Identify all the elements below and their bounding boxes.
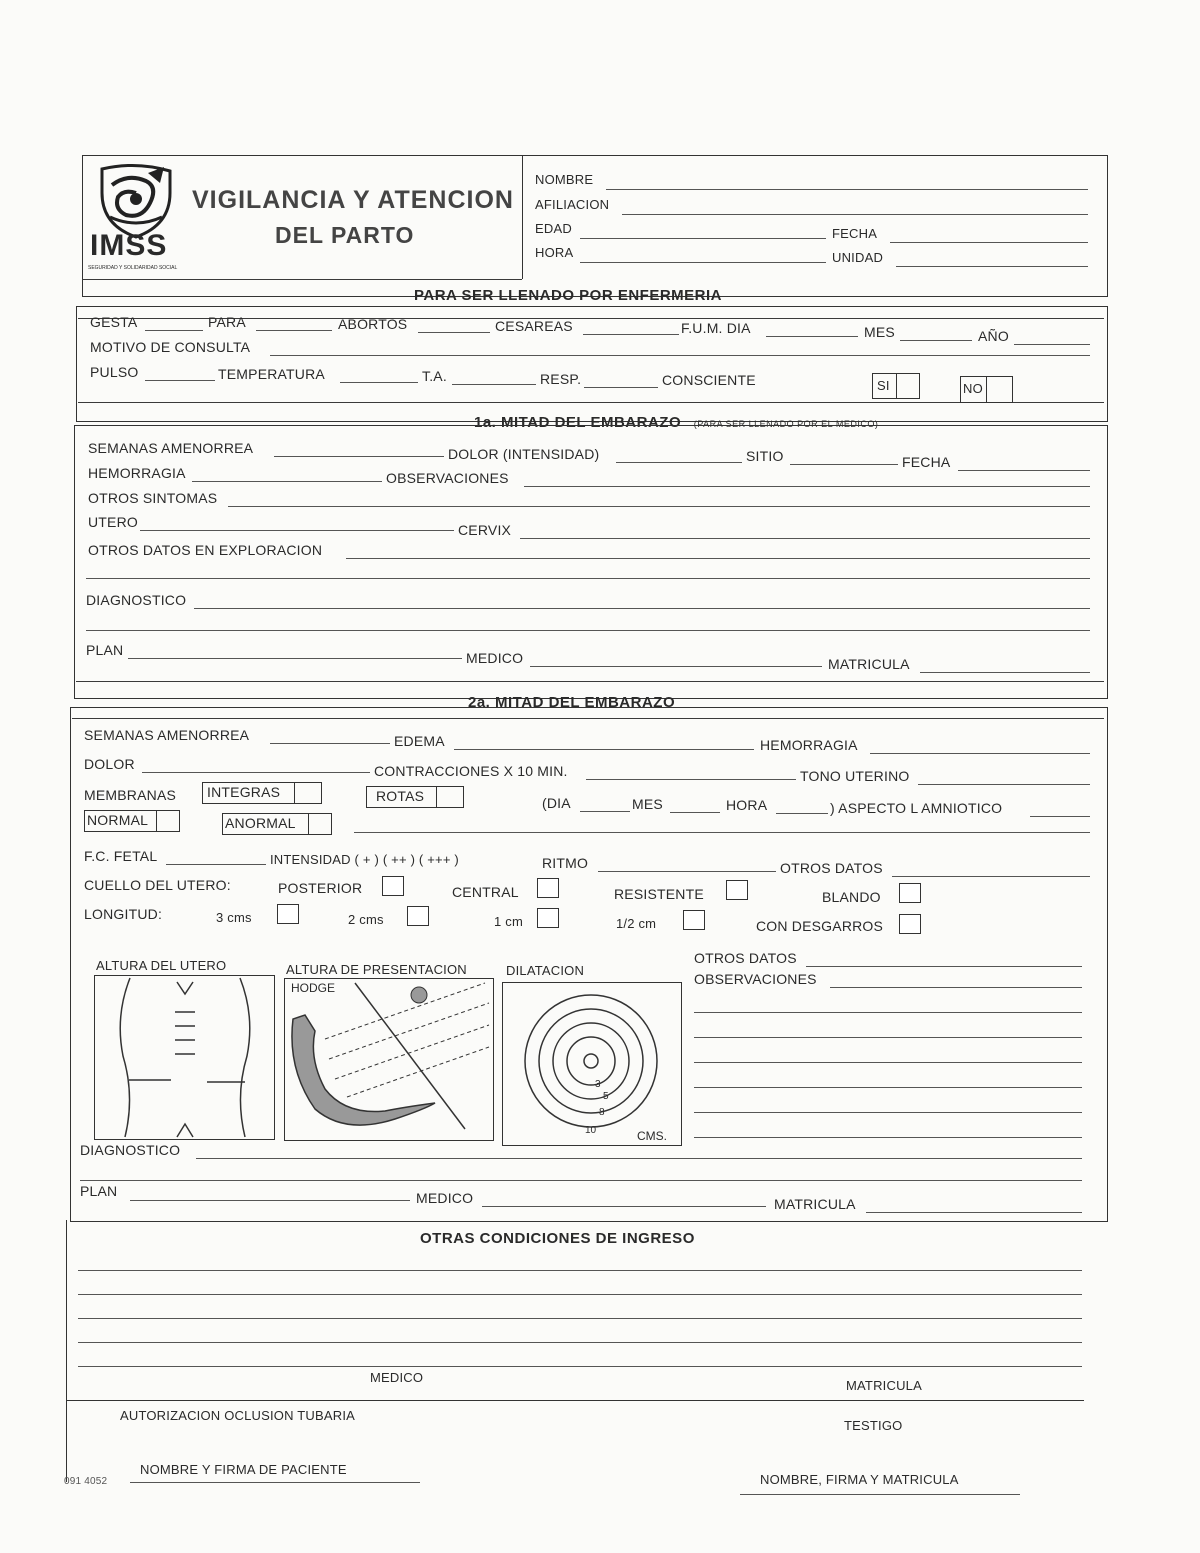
- label-3-cms: 3 cms: [216, 910, 252, 925]
- primera-heading-text: 1a. MITAD DEL EMBARAZO: [474, 414, 682, 431]
- field-semanas-amenorrea-2[interactable]: [270, 743, 390, 744]
- label-longitud: LONGITUD:: [84, 906, 163, 922]
- field-mes[interactable]: [900, 340, 972, 341]
- label-anio: AÑO: [978, 328, 1009, 344]
- form-title-line1: VIGILANCIA Y ATENCION: [192, 186, 514, 214]
- field-dolor-intensidad[interactable]: [616, 462, 742, 463]
- label-semanas-amenorrea-2: SEMANAS AMENORREA: [84, 727, 250, 743]
- field-semanas-amenorrea-1[interactable]: [274, 456, 444, 457]
- field-observaciones-1[interactable]: [524, 486, 1090, 487]
- label-semanas-amenorrea-1: SEMANAS AMENORREA: [88, 440, 254, 456]
- imss-logo: [88, 163, 184, 273]
- label-cervix: CERVIX: [458, 522, 512, 538]
- label-matricula-1: MATRICULA: [828, 656, 910, 672]
- label-aspecto-amniotico: ) ASPECTO L AMNIOTICO: [830, 800, 1003, 816]
- field-ta[interactable]: [452, 384, 536, 385]
- field-observaciones-2-line3[interactable]: [694, 1037, 1082, 1038]
- field-otras-line3[interactable]: [78, 1318, 1082, 1319]
- field-medico-1[interactable]: [530, 666, 822, 667]
- label-resp: RESP.: [540, 371, 582, 387]
- label-cesareas: CESAREAS: [495, 318, 573, 334]
- label-edema: EDEMA: [394, 733, 445, 749]
- dilation-circles-icon: [503, 983, 681, 1145]
- primera-heading-note: (PARA SER LLENADO POR EL MEDICO): [693, 419, 879, 429]
- label-nombre: NOMBRE: [535, 172, 594, 187]
- header-box: [82, 155, 1108, 297]
- field-medico-2[interactable]: [482, 1206, 766, 1207]
- label-firma-paciente: NOMBRE Y FIRMA DE PACIENTE: [140, 1462, 347, 1477]
- field-plan-2[interactable]: [130, 1200, 410, 1201]
- field-tono-uterino[interactable]: [918, 784, 1090, 785]
- diagram-dilatacion: [502, 982, 682, 1146]
- logo-text: IMSS: [90, 229, 168, 262]
- label-gesta: GESTA: [90, 314, 138, 330]
- field-edema[interactable]: [454, 749, 754, 750]
- field-fc-fetal[interactable]: [166, 864, 266, 865]
- field-matricula-2[interactable]: [866, 1212, 1082, 1213]
- label-dolor-2: DOLOR: [84, 756, 135, 772]
- label-blando: BLANDO: [822, 889, 881, 905]
- label-otros-datos-2: OTROS DATOS: [780, 860, 883, 876]
- field-diagnostico-1-2[interactable]: [86, 630, 1090, 631]
- pelvis-hodge-icon: [285, 979, 493, 1140]
- field-aspecto-amniotico-2[interactable]: [354, 832, 1090, 833]
- field-observaciones-2[interactable]: [830, 987, 1082, 988]
- label-firma-testigo: NOMBRE, FIRMA Y MATRICULA: [760, 1472, 959, 1487]
- label-temperatura: TEMPERATURA: [218, 366, 325, 382]
- rotas-divider: [436, 787, 437, 807]
- label-half-cm: 1/2 cm: [616, 916, 657, 931]
- field-otras-line4[interactable]: [78, 1342, 1082, 1343]
- label-autorizacion-oclusion: AUTORIZACION OCLUSION TUBARIA: [120, 1408, 356, 1423]
- label-otros-sintomas: OTROS SINTOMAS: [88, 490, 218, 506]
- label-unidad: UNIDAD: [832, 250, 884, 265]
- label-diagnostico-1: DIAGNOSTICO: [86, 592, 187, 608]
- field-otras-line5[interactable]: [78, 1366, 1082, 1367]
- field-temperatura[interactable]: [340, 382, 418, 383]
- label-1-cm: 1 cm: [494, 914, 523, 929]
- label-plan-2: PLAN: [80, 1183, 118, 1199]
- field-diagnostico-2[interactable]: [196, 1158, 1082, 1159]
- field-matricula-1[interactable]: [920, 672, 1090, 673]
- section-heading-enfermeria: PARA SER LLENADO POR ENFERMERIA: [414, 287, 723, 304]
- label-fecha-1: FECHA: [902, 454, 951, 470]
- field-hora-2[interactable]: [776, 813, 828, 814]
- label-2-cms: 2 cms: [348, 912, 384, 927]
- field-hemorragia-2[interactable]: [870, 753, 1090, 754]
- field-fum-dia[interactable]: [766, 336, 858, 337]
- field-hemorragia-1[interactable]: [192, 481, 382, 482]
- left-border-bottom: [66, 1220, 67, 1482]
- label-edad: EDAD: [535, 221, 572, 236]
- label-utero: UTERO: [88, 514, 138, 530]
- label-abortos: ABORTOS: [338, 316, 408, 332]
- label-altura-presentacion: ALTURA DE PRESENTACION: [286, 962, 467, 977]
- label-sitio: SITIO: [746, 448, 784, 464]
- label-plan-1: PLAN: [86, 642, 124, 658]
- label-resistente: RESISTENTE: [614, 886, 704, 902]
- checkbox-3-cms[interactable]: [277, 904, 299, 924]
- field-dia-2[interactable]: [580, 811, 630, 812]
- checkbox-half-cm[interactable]: [683, 910, 705, 930]
- logo-subtext: SEGURIDAD Y SOLIDARIDAD SOCIAL: [88, 265, 178, 271]
- label-cuello-utero: CUELLO DEL UTERO:: [84, 877, 231, 893]
- section-heading-segunda-mitad: 2a. MITAD DEL EMBARAZO: [468, 694, 676, 711]
- label-otros-datos-diagram: OTROS DATOS: [694, 950, 797, 966]
- field-observaciones-2-line7[interactable]: [694, 1137, 1082, 1138]
- segunda-inner-top: [72, 718, 1104, 719]
- label-rotas: ROTAS: [376, 788, 425, 804]
- field-otras-line1[interactable]: [78, 1270, 1082, 1271]
- field-plan-1[interactable]: [128, 658, 462, 659]
- field-aspecto-amniotico[interactable]: [1030, 816, 1090, 817]
- checkbox-blando[interactable]: [899, 883, 921, 903]
- checkbox-con-desgarros[interactable]: [899, 914, 921, 934]
- label-motivo-consulta: MOTIVO DE CONSULTA: [90, 339, 251, 355]
- label-hora-2: HORA: [726, 797, 768, 813]
- checkbox-resistente[interactable]: [726, 880, 748, 900]
- field-para[interactable]: [256, 330, 332, 331]
- label-dia-2: (DIA: [542, 795, 571, 811]
- checkbox-2-cms[interactable]: [407, 906, 429, 926]
- label-mes: MES: [864, 324, 895, 340]
- field-firma-paciente[interactable]: [130, 1482, 420, 1483]
- field-diagnostico-2-line2[interactable]: [80, 1180, 1082, 1181]
- label-consciente: CONSCIENTE: [662, 372, 756, 388]
- field-otros-datos-exploracion[interactable]: [346, 558, 1090, 559]
- si-divider: [896, 374, 897, 398]
- field-hora[interactable]: [580, 262, 826, 263]
- field-gesta[interactable]: [145, 330, 203, 331]
- primera-inner-bottom: [76, 681, 1104, 682]
- field-unidad[interactable]: [896, 266, 1088, 267]
- label-membranas: MEMBRANAS: [84, 787, 177, 803]
- field-cesareas[interactable]: [583, 334, 679, 335]
- label-mes-2: MES: [632, 796, 663, 812]
- label-medico-1: MEDICO: [466, 650, 524, 666]
- field-nombre[interactable]: [606, 189, 1088, 190]
- field-otros-datos-2[interactable]: [892, 876, 1090, 877]
- label-hemorragia-1: HEMORRAGIA: [88, 465, 186, 481]
- label-central: CENTRAL: [452, 884, 519, 900]
- field-fecha-1[interactable]: [958, 470, 1090, 471]
- label-observaciones-1: OBSERVACIONES: [386, 470, 509, 486]
- label-para: PARA: [208, 314, 246, 330]
- label-fc-fetal: F.C. FETAL: [84, 848, 158, 864]
- anormal-divider: [308, 814, 309, 834]
- field-diagnostico-1[interactable]: [194, 608, 1090, 609]
- label-posterior: POSTERIOR: [278, 880, 363, 896]
- field-otros-datos-exploracion-2[interactable]: [86, 578, 1090, 579]
- label-fecha: FECHA: [832, 226, 878, 241]
- field-anio[interactable]: [1014, 344, 1090, 345]
- label-contracciones: CONTRACCIONES X 10 MIN.: [374, 763, 568, 779]
- label-ritmo: RITMO: [542, 855, 589, 871]
- field-sitio[interactable]: [790, 464, 898, 465]
- field-cervix[interactable]: [520, 538, 1090, 539]
- label-no: NO: [963, 381, 983, 396]
- field-ritmo[interactable]: [598, 871, 776, 872]
- header-divider: [522, 156, 523, 279]
- divider-autorizacion: [66, 1400, 1084, 1401]
- dilation-label-8: 8: [599, 1107, 605, 1118]
- diagram-altura-presentacion: [284, 978, 494, 1141]
- section-heading-otras-condiciones: OTRAS CONDICIONES DE INGRESO: [420, 1230, 695, 1247]
- checkbox-1-cm[interactable]: [537, 908, 559, 928]
- label-dolor-intensidad: DOLOR (INTENSIDAD): [448, 446, 600, 462]
- field-pulso[interactable]: [145, 380, 215, 381]
- label-dilatacion: DILATACION: [506, 963, 585, 978]
- label-hodge: HODGE: [291, 981, 336, 995]
- dilation-label-3: 3: [595, 1079, 601, 1090]
- field-otras-line2[interactable]: [78, 1294, 1082, 1295]
- diagram-altura-utero: [94, 975, 275, 1140]
- field-edad[interactable]: [580, 238, 826, 239]
- label-afiliacion: AFILIACION: [535, 197, 610, 212]
- uterus-outline-icon: [95, 976, 274, 1139]
- field-afiliacion[interactable]: [622, 214, 1088, 215]
- label-con-desgarros: CON DESGARROS: [756, 918, 884, 934]
- label-hora: HORA: [535, 245, 574, 260]
- label-medico-3: MEDICO: [370, 1370, 424, 1385]
- field-motivo-consulta[interactable]: [270, 355, 1090, 356]
- dilation-label-5: 5: [603, 1091, 609, 1102]
- field-contracciones[interactable]: [586, 779, 796, 780]
- enfermeria-inner-bottom: [78, 402, 1104, 403]
- label-hemorragia-2: HEMORRAGIA: [760, 737, 858, 753]
- label-fum-dia: F.U.M. DIA: [681, 320, 751, 336]
- form-code: 091 4052: [64, 1476, 108, 1487]
- field-fecha[interactable]: [890, 242, 1088, 243]
- label-diagnostico-2: DIAGNOSTICO: [80, 1142, 181, 1158]
- field-firma-testigo[interactable]: [740, 1494, 1020, 1495]
- label-observaciones-2: OBSERVACIONES: [694, 971, 817, 987]
- field-dolor-2[interactable]: [142, 772, 370, 773]
- field-otros-datos-diagram[interactable]: [806, 966, 1082, 967]
- field-observaciones-2-line5[interactable]: [694, 1087, 1082, 1088]
- label-matricula-2: MATRICULA: [774, 1196, 856, 1212]
- label-matricula-3: MATRICULA: [846, 1378, 922, 1393]
- dilation-label-10: 10: [585, 1125, 597, 1136]
- field-observaciones-2-line4[interactable]: [694, 1062, 1082, 1063]
- header-bottom-line: [82, 279, 522, 280]
- form-title-line2: DEL PARTO: [275, 222, 415, 248]
- label-pulso: PULSO: [90, 364, 139, 380]
- label-ta: T.A.: [422, 368, 447, 384]
- label-intensidad: INTENSIDAD ( + ) ( ++ ) ( +++ ): [270, 852, 459, 867]
- label-otros-datos-exploracion: OTROS DATOS EN EXPLORACION: [88, 542, 323, 558]
- label-si: SI: [877, 378, 890, 393]
- label-altura-utero: ALTURA DEL UTERO: [96, 958, 227, 973]
- label-anormal: ANORMAL: [225, 815, 296, 831]
- field-utero[interactable]: [140, 530, 454, 531]
- checkbox-posterior[interactable]: [382, 876, 404, 896]
- label-medico-2: MEDICO: [416, 1190, 474, 1206]
- integras-divider: [294, 783, 295, 803]
- field-observaciones-2-line6[interactable]: [694, 1112, 1082, 1113]
- no-divider: [986, 377, 987, 402]
- label-normal: NORMAL: [87, 812, 149, 828]
- normal-divider: [156, 811, 157, 831]
- checkbox-central[interactable]: [537, 878, 559, 898]
- field-observaciones-2-line2[interactable]: [694, 1012, 1082, 1013]
- field-abortos[interactable]: [418, 332, 490, 333]
- label-integras: INTEGRAS: [207, 784, 281, 800]
- field-otros-sintomas[interactable]: [228, 506, 1090, 507]
- label-testigo: TESTIGO: [844, 1418, 903, 1433]
- label-cms: CMS.: [637, 1129, 667, 1143]
- field-resp[interactable]: [584, 387, 658, 388]
- field-mes-2[interactable]: [670, 812, 720, 813]
- label-tono-uterino: TONO UTERINO: [800, 768, 910, 784]
